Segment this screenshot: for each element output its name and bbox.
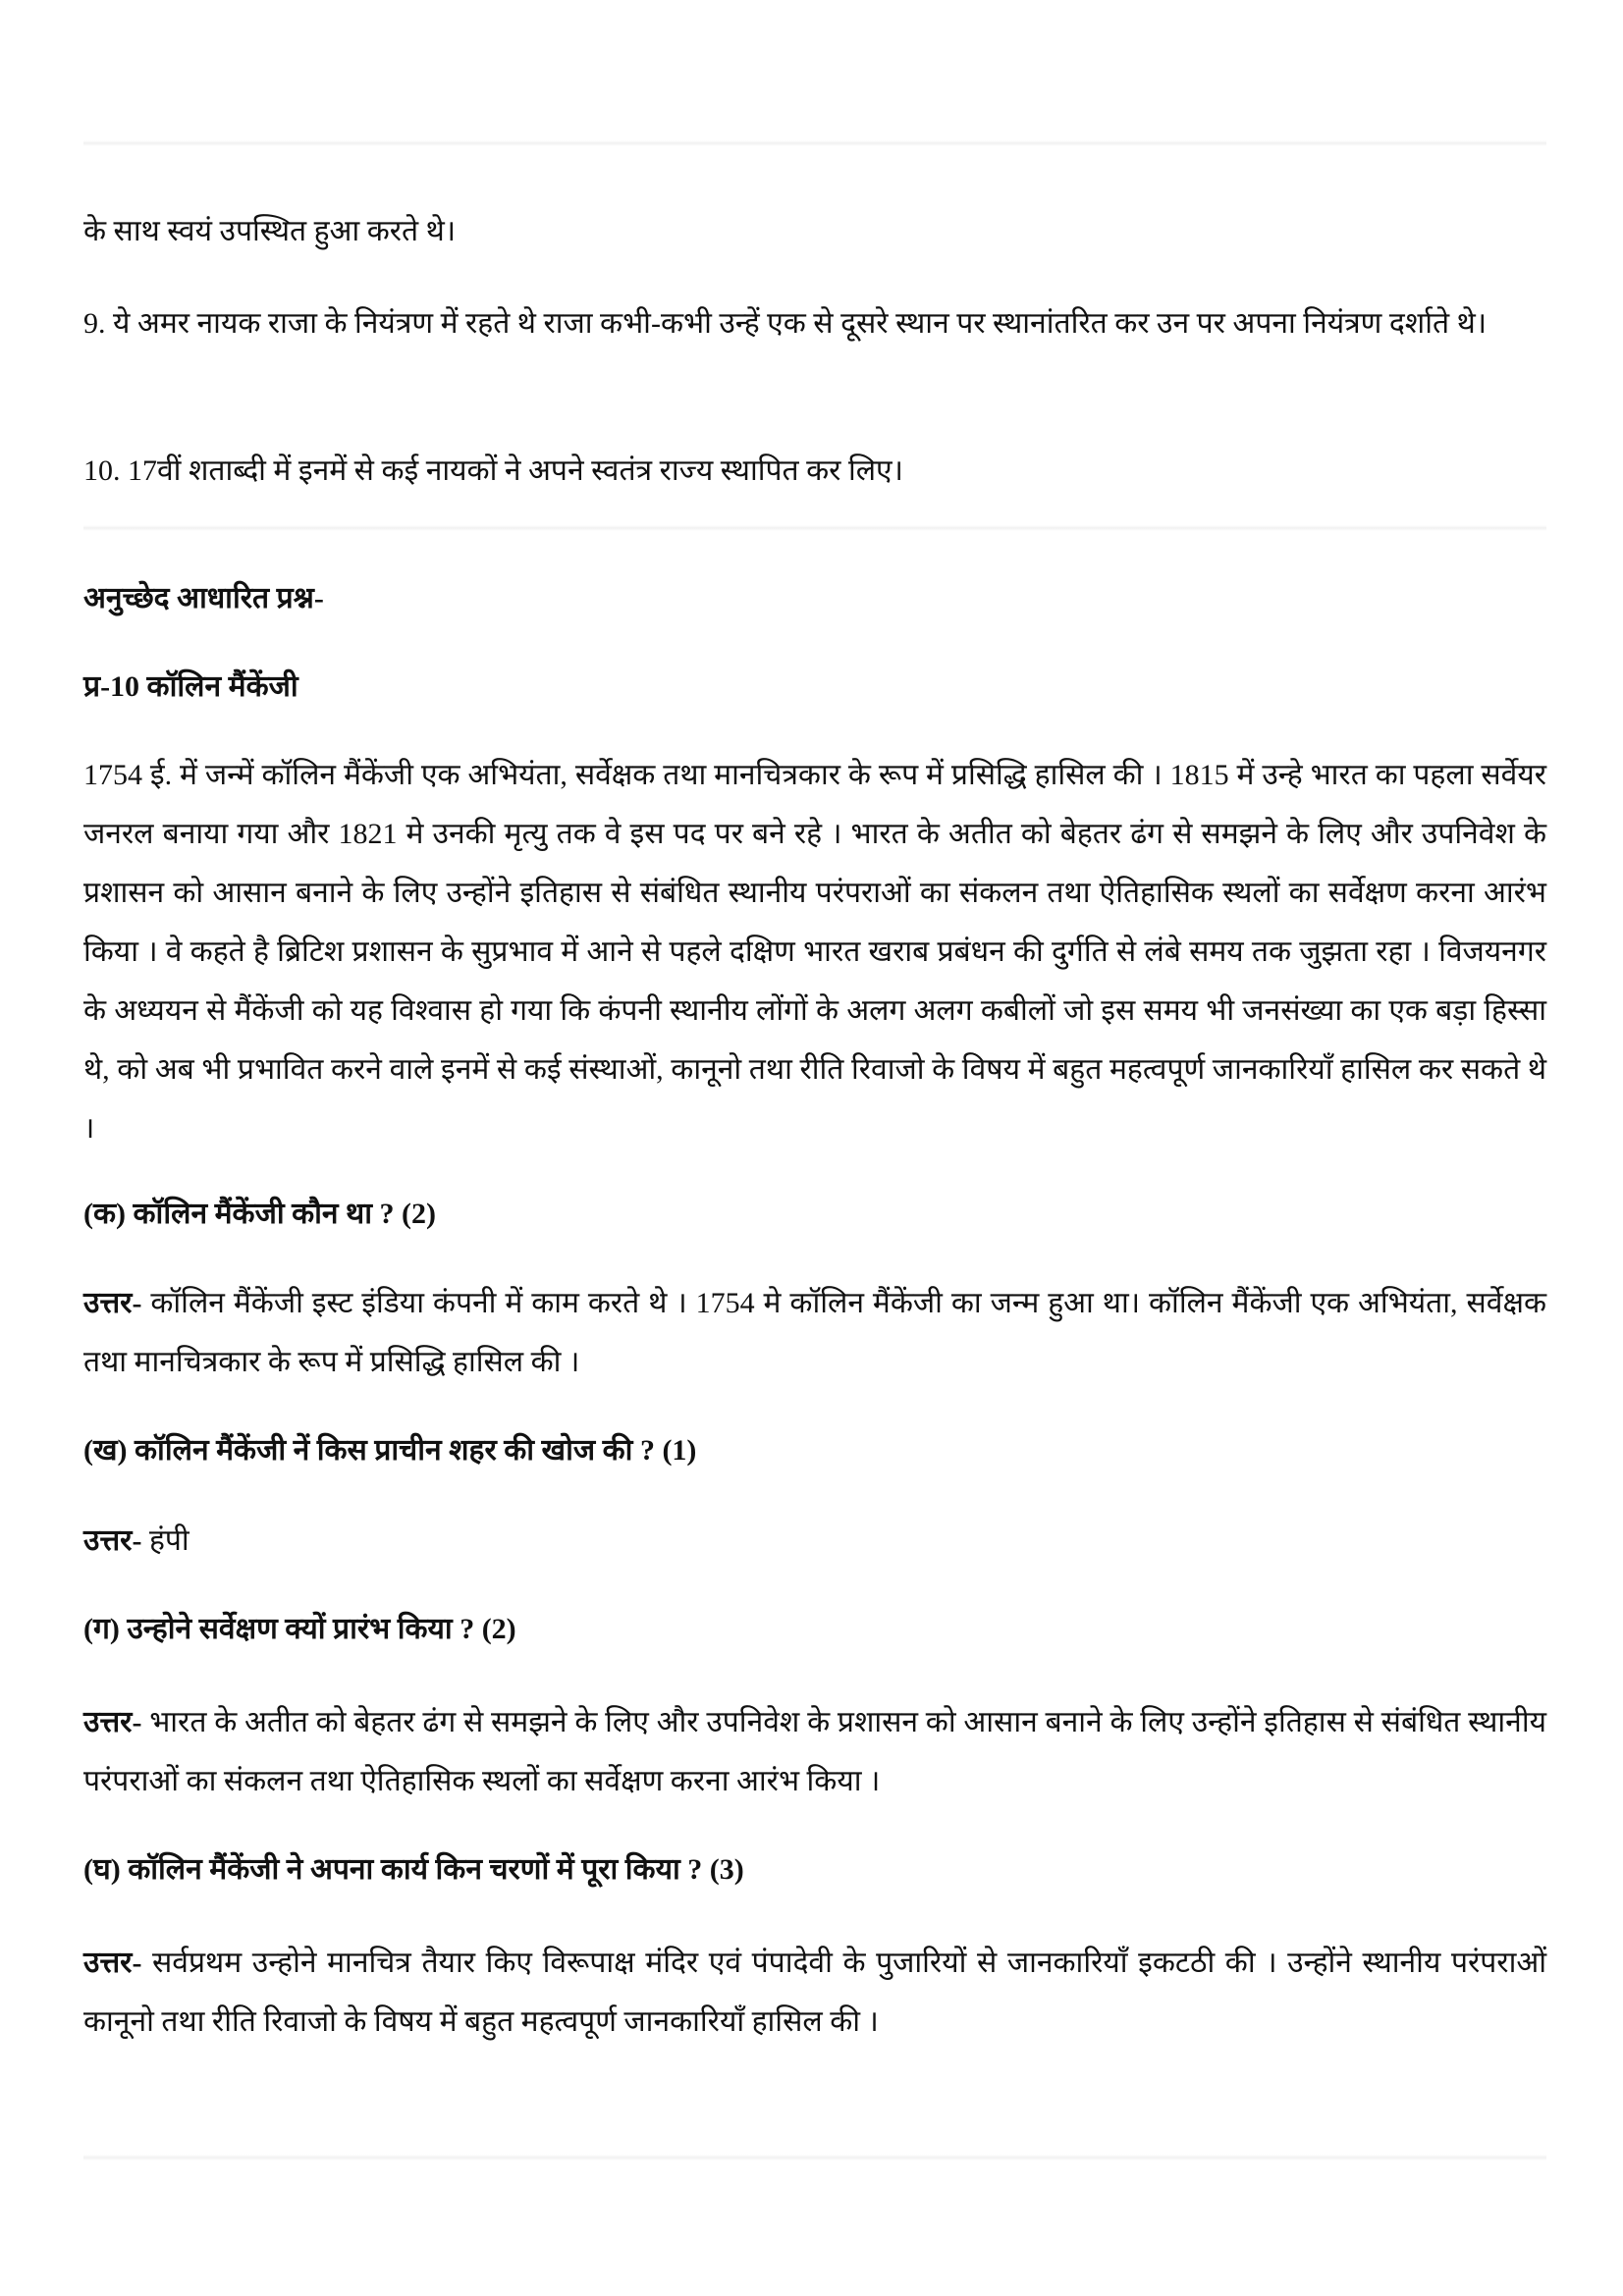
question-gha: (घ) कॉलिन मैंकेंजी ने अपना कार्य किन चरणों में पूरा किया ? (3): [83, 1853, 744, 1886]
answer-label: उत्तर-: [83, 1524, 142, 1557]
answer-gha: [83, 1934, 1546, 2052]
answer-label: उत्तर-: [83, 1287, 142, 1319]
answer-text: भारत के अतीत को बेहतर ढंग से समझने के लिए और उपनिवेश के प्रशासन को आसान बनाने के लिए उन्होंने इतिहास से संबंधित स्थानीय परंपराओं का संकलन तथा ऐतिहासिक स्थलों का सर्वेक्षण करना आरंभ किया ।: [83, 1706, 1546, 1797]
question-title: प्र-10 कॉलिन मैंकेंजी: [83, 670, 298, 703]
point-10: 10. 17वीं शताब्दी में इनमें से कई नायकों ने अपने स्वतंत्र राज्य स्थापित कर लिए।: [83, 454, 904, 487]
answer-ga: [83, 1693, 1546, 1811]
answer-kha: [83, 1512, 1546, 1571]
question-ka: (क) कॉलिन मैंकेंजी कौन था ? (2): [83, 1198, 436, 1230]
question-ga: (ग) उन्होने सर्वेक्षण क्यों प्रारंभ किया ? (2): [83, 1613, 516, 1645]
section-divider: [83, 525, 1546, 531]
top-divider: [83, 140, 1546, 146]
answer-text: सर्वप्रथम उन्होने मानचित्र तैयार किए विरूपाक्ष मंदिर एवं पंपादेवी के पुजारियों से जानकारियाँ इकटठी की । उन्होंने स्थानीय परंपराओं कानूनो तथा रीति रिवाजो के विषय में बहुत महत्वपूर्ण जानकारियाँ हासिल की ।: [83, 1947, 1546, 2038]
continuation-text: के साथ स्वयं उपस्थित हुआ करते थे।: [83, 215, 457, 247]
bottom-divider: [83, 2155, 1546, 2161]
section-heading: अनुच्छेद आधारित प्रश्न-: [83, 582, 324, 614]
passage: 1754 ई. में जन्में कॉलिन मैंकेंजी एक अभियंता, सर्वेक्षक तथा मानचित्रकार के रूप में प्रसिद्धि हासिल की । 1815 में उन्हे भारत का पहला सर्वेयर जनरल बनाया गया और 1821 मे उनकी मृत्यु तक वे इस पद पर बने रहे । भारत के अतीत को बेहतर ढंग से समझने के लिए और उपनिवेश के प्रशासन को आसान बनाने के लिए उन्होंने इतिहास से संबंधित स्थानीय परंपराओं का संकलन तथा ऐतिहासिक स्थलों का सर्वेक्षण करना आरंभ किया । वे कहते है ब्रिटिश प्रशासन के सुप्रभाव में आने से पहले दक्षिण भारत खराब प्रबंधन की दुर्गति से लंबे समय तक जुझता रहा । विजयनगर के अध्ययन से मैंकेंजी को यह विश्वास हो गया कि कंपनी स्थानीय लोंगों के अलग अलग कबीलों जो इस समय भी जनसंख्या का एक बड़ा हिस्सा थे, को अब भी प्रभावित करने वाले इनमें से कई संस्थाओं, कानूनो तथा रीति रिवाजो के विषय में बहुत महत्वपूर्ण जानकारियाँ हासिल कर सकते थे ।: [83, 759, 1546, 1145]
answer-text: हंपी: [141, 1524, 189, 1557]
question-kha: (ख) कॉलिन मैंकेंजी नें किस प्राचीन शहर की खोज की ? (1): [83, 1434, 697, 1467]
answer-ka: [83, 1274, 1546, 1392]
answer-label: उत्तर-: [83, 1947, 142, 1979]
answer-label: उत्तर-: [83, 1706, 142, 1738]
answer-text: कॉलिन मैंकेंजी इस्ट इंडिया कंपनी में काम करते थे । 1754 मे कॉलिन मैंकेंजी का जन्म हुआ था। कॉलिन मैंकेंजी एक अभियंता, सर्वेक्षक तथा मानचित्रकार के रूप में प्रसिद्धि हासिल की ।: [83, 1287, 1546, 1378]
point-9: 9. ये अमर नायक राजा के नियंत्रण में रहते थे राजा कभी-कभी उन्हें एक से दूसरे स्थान पर स्थानांतरित कर उन पर अपना नियंत्रण दर्शाते थे।: [83, 307, 1488, 340]
